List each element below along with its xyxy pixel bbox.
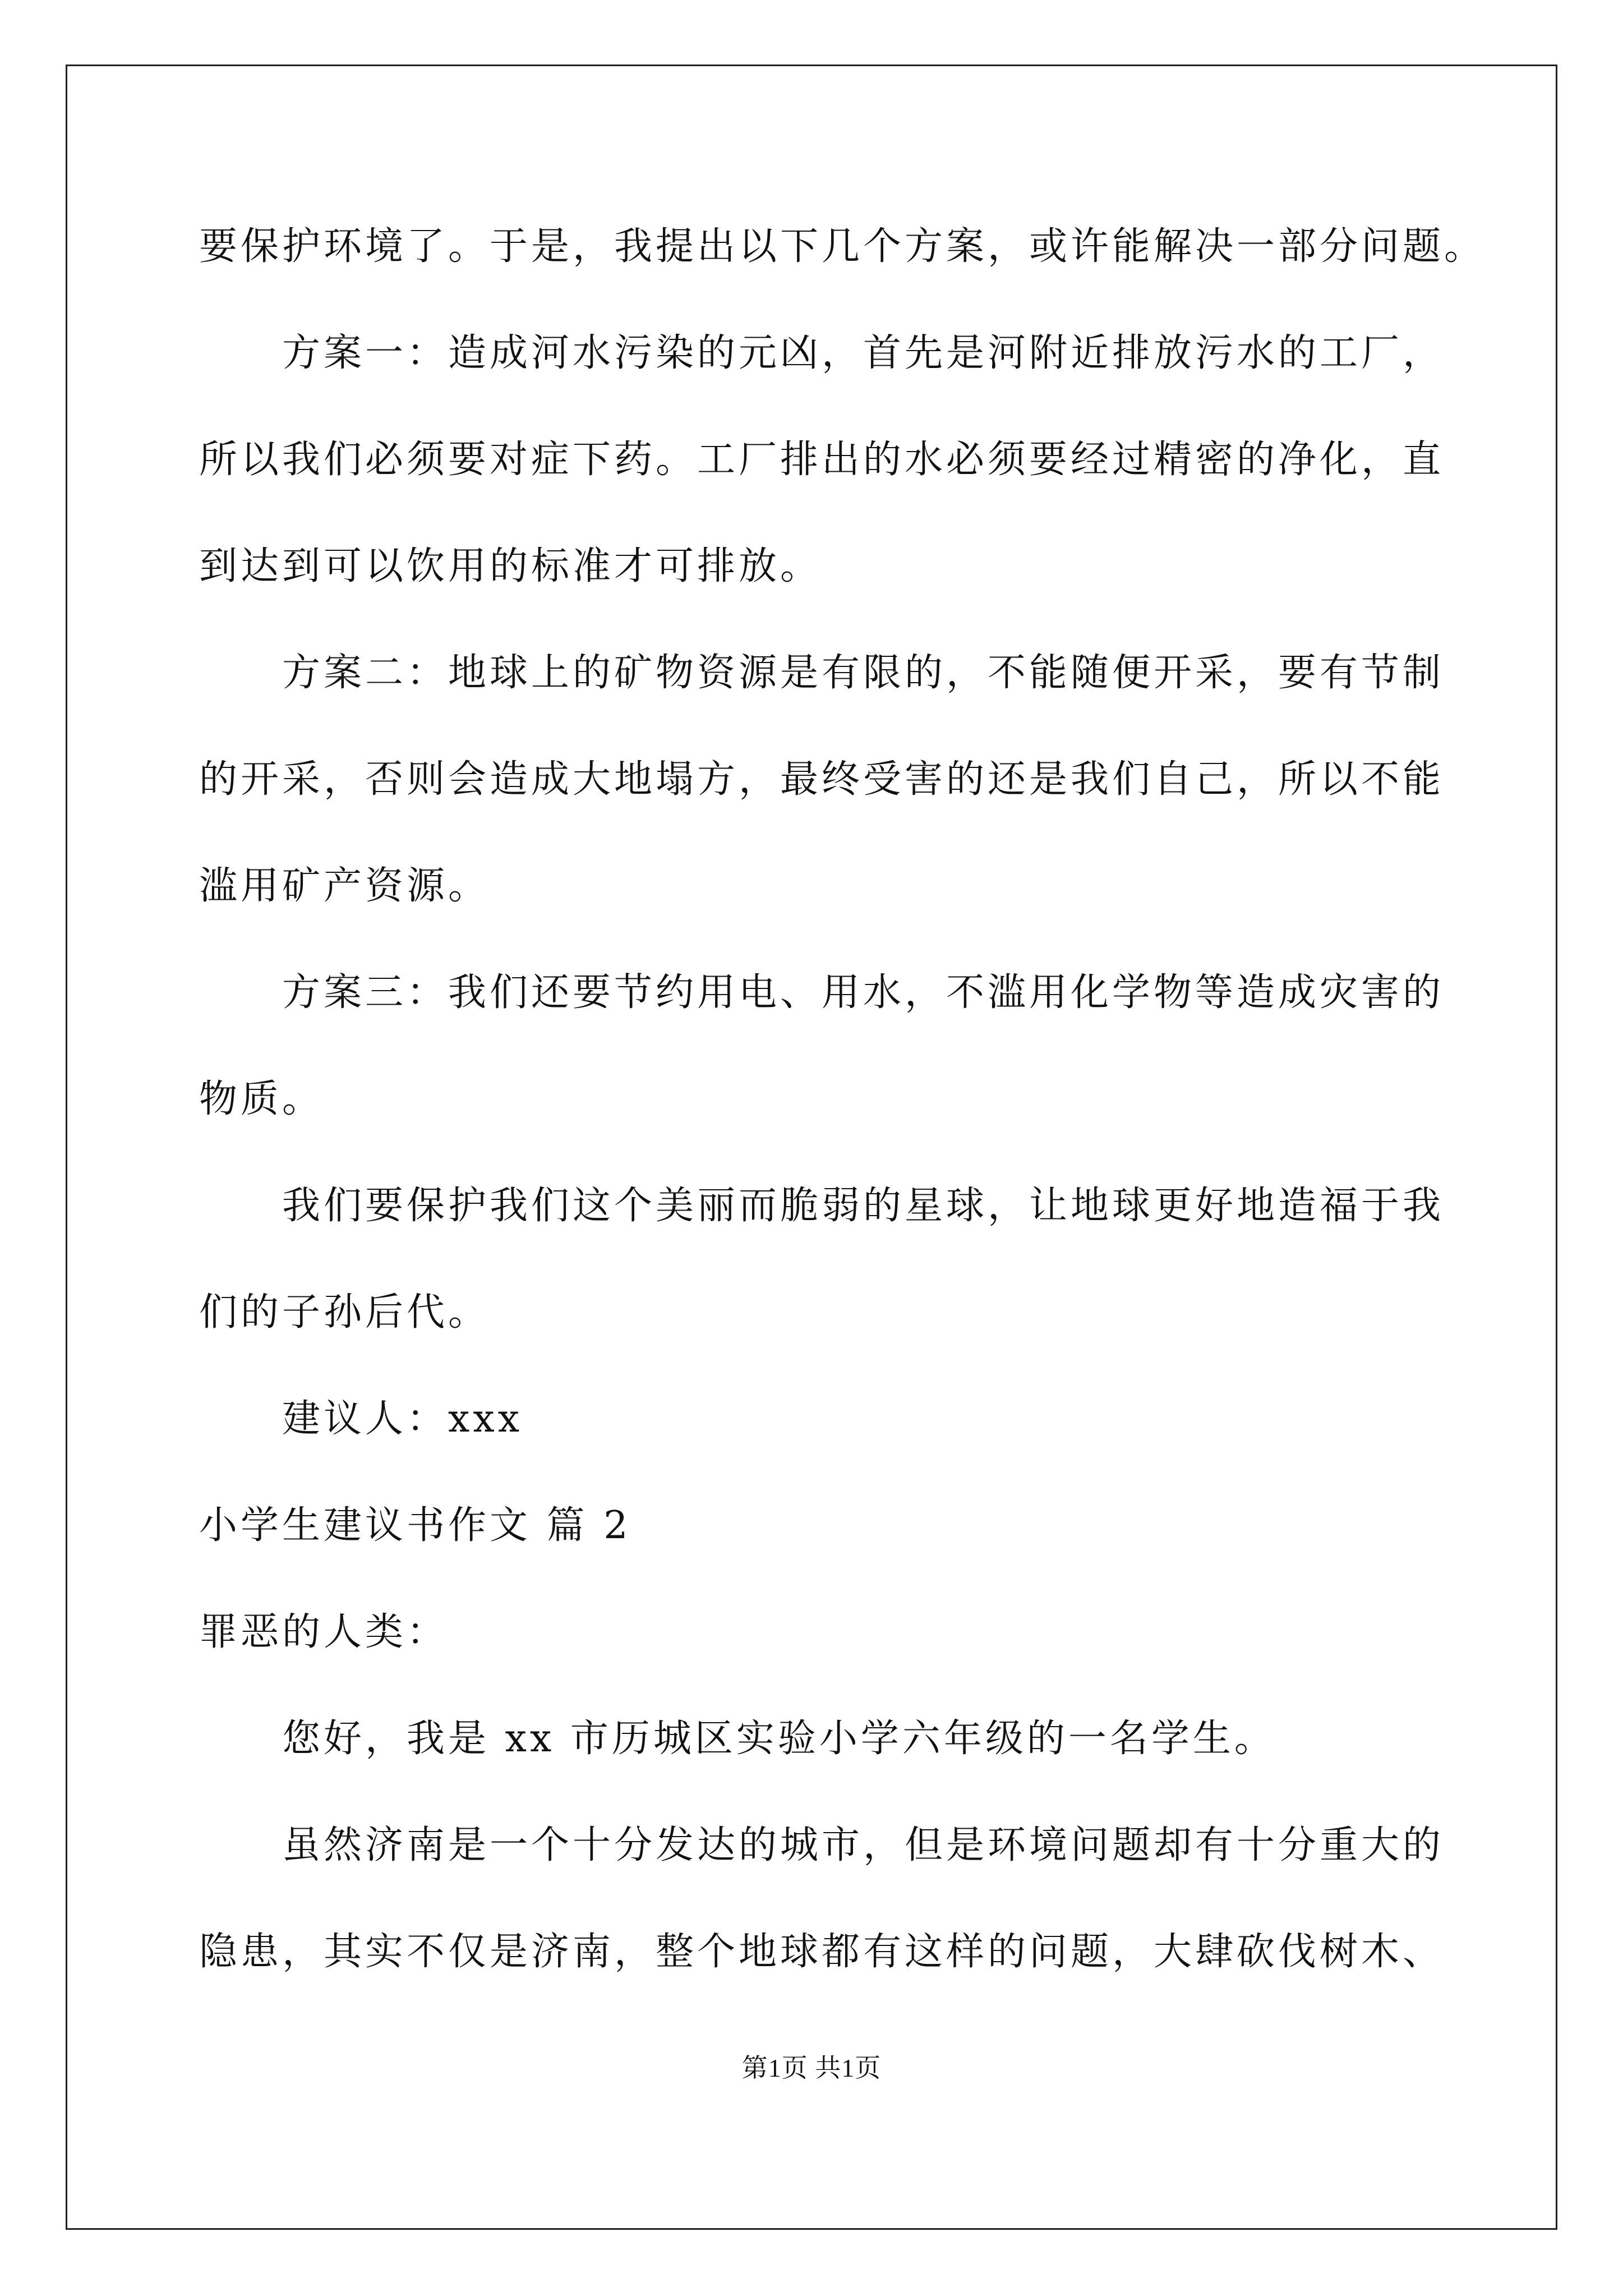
text-line: 所以我们必须要对症下药。工厂排出的水必须要经过精密的净化，直 (199, 438, 1445, 482)
page-border (66, 65, 1557, 2230)
text-line: 我们要保护我们这个美丽而脆弱的星球，让地球更好地造福于我 (282, 1184, 1445, 1228)
signature-line: 建议人：xxx (282, 1397, 523, 1441)
text-line: 方案三：我们还要节约用电、用水，不滥用化学物等造成灾害的 (282, 970, 1445, 1015)
text-line: 您好，我是 xx 市历城区实验小学六年级的一名学生。 (282, 1717, 1276, 1761)
text-line: 方案二：地球上的矿物资源是有限的，不能随便开采，要有节制 (282, 651, 1445, 695)
text-line: 滥用矿产资源。 (199, 864, 490, 908)
section-heading: 小学生建议书作文 篇 2 (199, 1503, 631, 1548)
text-line: 们的子孙后代。 (199, 1290, 490, 1335)
text-line: 物质。 (199, 1077, 324, 1121)
salutation: 罪恶的人类： (199, 1610, 449, 1654)
text-line: 隐患，其实不仅是济南，整个地球都有这样的问题，大肆砍伐树木、 (199, 1930, 1445, 1974)
text-line: 的开采，否则会造成大地塌方，最终受害的还是我们自己，所以不能 (199, 757, 1445, 802)
text-line: 要保护环境了。于是，我提出以下几个方案，或许能解决一部分问题。 (199, 224, 1486, 269)
page-footer: 第1页 共1页 (741, 2054, 882, 2082)
text-line: 虽然济南是一个十分发达的城市，但是环境问题却有十分重大的 (282, 1823, 1445, 1867)
text-line: 到达到可以饮用的标准才可排放。 (199, 544, 822, 588)
text-line: 方案一：造成河水污染的元凶，首先是河附近排放污水的工厂， (282, 331, 1445, 375)
